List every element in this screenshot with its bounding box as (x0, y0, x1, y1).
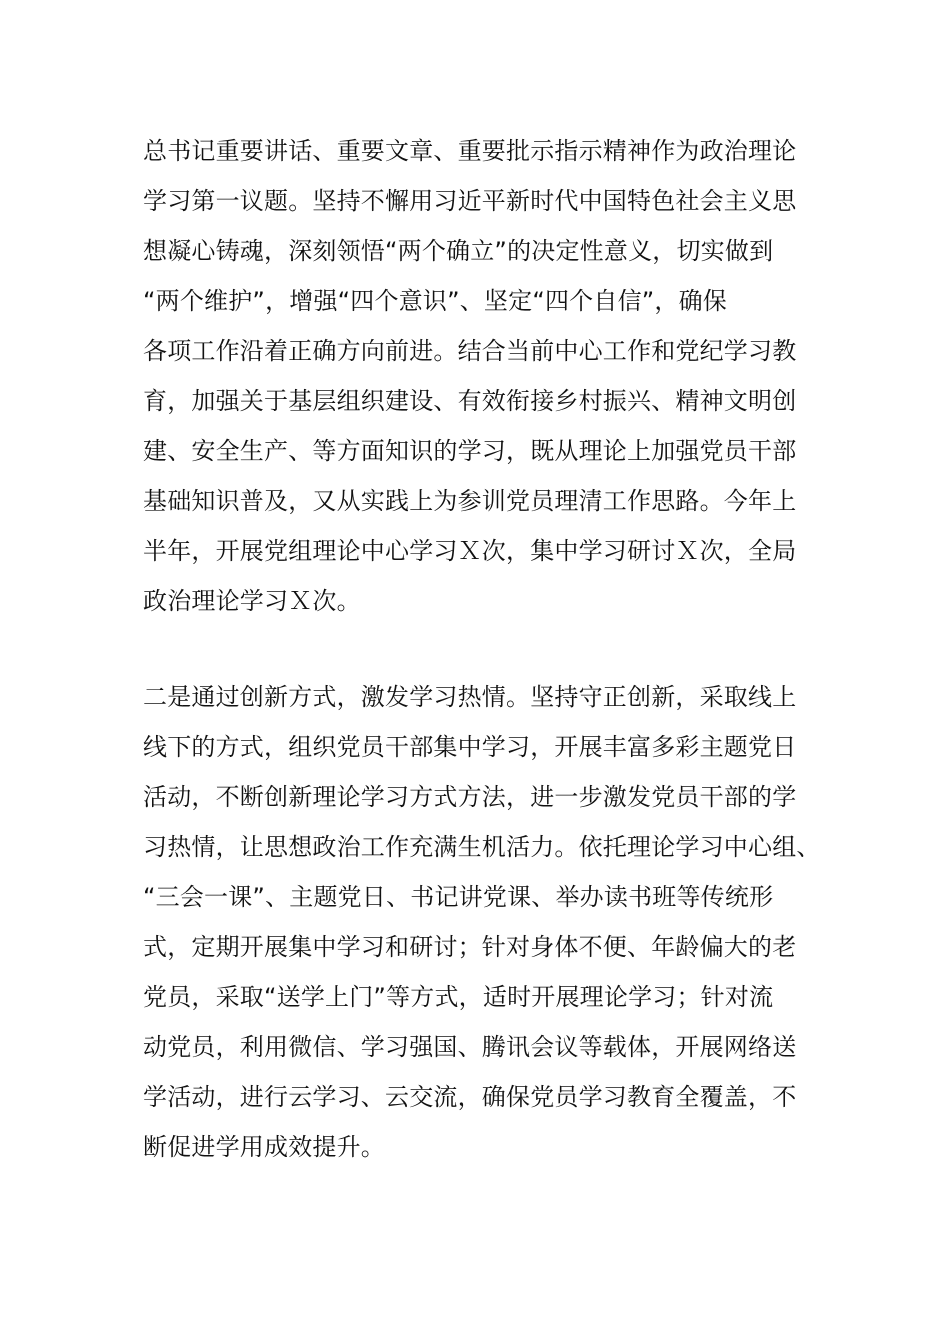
paragraph-2-line-10: 断促进学用成效提升。 (143, 1133, 385, 1161)
paragraph-1-line-6: 育，加强关于基层组织建设、有效衔接乡村振兴、精神文明创 (143, 387, 797, 415)
paragraph-2-line-3: 活动，不断创新理论学习方式方法，进一步激发党员干部的学 (143, 783, 797, 811)
paragraph-2-line-6: 式，定期开展集中学习和研讨；针对身体不便、年龄偏大的老 (143, 933, 797, 961)
paragraph-1-line-3: 想凝心铸魂，深刻领悟“两个确立”的决定性意义，切实做到 (143, 237, 774, 265)
paragraph-1-line-1: 总书记重要讲话、重要文章、重要批示指示精神作为政治理论 (143, 137, 797, 165)
paragraph-2-line-9: 学活动，进行云学习、云交流，确保党员学习教育全覆盖，不 (143, 1083, 797, 1111)
paragraph-1 (143, 126, 813, 626)
paragraph-2-line-5: “三会一课”、主题党日、书记讲党课、举办读书班等传统形 (143, 883, 774, 911)
paragraph-1-line-7: 建、安全生产、等方面知识的学习，既从理论上加强党员干部 (143, 437, 797, 465)
paragraph-2-line-8: 动党员，利用微信、学习强国、腾讯会议等载体，开展网络送 (143, 1033, 797, 1061)
paragraph-1-line-8: 基础知识普及，又从实践上为参训党员理清工作思路。今年上 (143, 487, 797, 515)
paragraph-2-line-1: 二是通过创新方式，激发学习热情。坚持守正创新，采取线上 (143, 683, 797, 711)
paragraph-2-line-2: 线下的方式，组织党员干部集中学习，开展丰富多彩主题党日 (143, 733, 797, 761)
paragraph-1-line-2: 学习第一议题。坚持不懈用习近平新时代中国特色社会主义思 (143, 187, 797, 215)
paragraph-1-line-10: 政治理论学习Ｘ次。 (143, 587, 361, 615)
paragraph-1-line-4: “两个维护”，增强“四个意识”、坚定“四个自信”，确保 (143, 287, 727, 315)
paragraph-1-line-9: 半年，开展党组理论中心学习Ｘ次，集中学习研讨Ｘ次，全局 (143, 537, 797, 565)
paragraph-1-line-5: 各项工作沿着正确方向前进。结合当前中心工作和党纪学习教 (143, 337, 797, 365)
paragraph-2-line-4: 习热情，让思想政治工作充满生机活力。依托理论学习中心组、 (143, 833, 821, 861)
paragraph-2-line-7: 党员，采取“送学上门”等方式，适时开展理论学习；针对流 (143, 983, 774, 1011)
paragraph-2 (143, 672, 821, 1172)
